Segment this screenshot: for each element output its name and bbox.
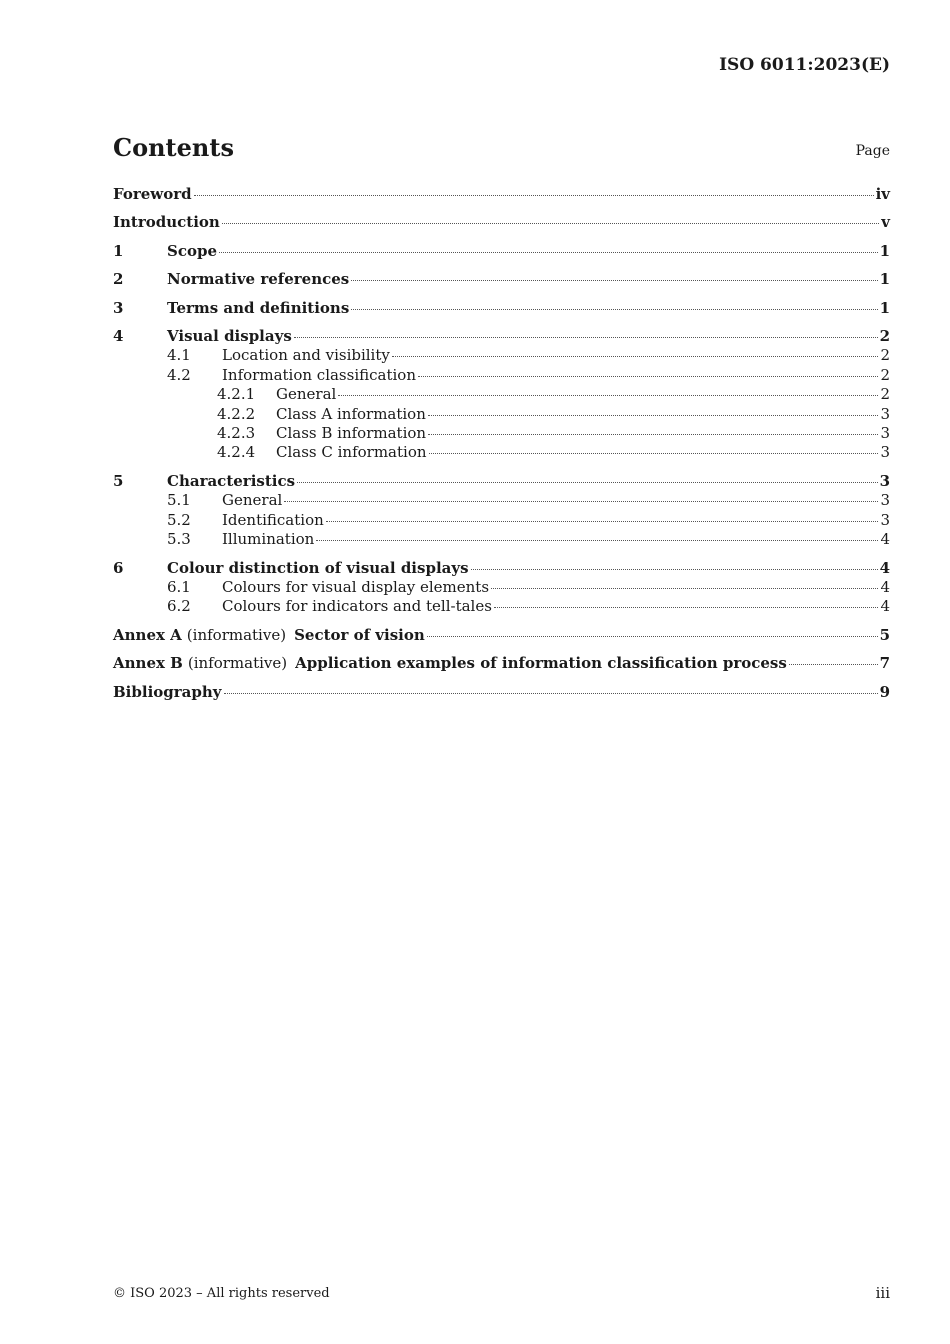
toc-entry-number: 4.1 <box>167 346 191 365</box>
toc-entry-page: 1 <box>879 298 890 317</box>
toc-entry-title: Normative references <box>167 270 350 289</box>
table-of-contents <box>113 185 890 702</box>
toc-entry[interactable] <box>113 327 890 346</box>
toc-leader-dots <box>316 540 878 541</box>
toc-leader-dots <box>294 337 878 338</box>
toc-entry-number: 5.2 <box>167 510 191 529</box>
toc-leader-dots <box>428 434 878 435</box>
toc-leader-dots <box>491 588 878 589</box>
toc-entry-title: General <box>276 385 337 404</box>
toc-leader-dots <box>494 607 879 608</box>
toc-leader-dots <box>351 309 877 310</box>
toc-entry[interactable] <box>113 270 890 289</box>
toc-entry-number: 2 <box>113 270 124 289</box>
toc-entry-page: 3 <box>880 404 890 423</box>
toc-entry[interactable] <box>113 578 890 597</box>
toc-entry[interactable] <box>113 346 890 365</box>
toc-leader-dots <box>429 453 879 454</box>
toc-entry-number: 4 <box>113 327 124 346</box>
contents-heading: Contents <box>113 133 234 162</box>
toc-entry[interactable] <box>113 472 890 491</box>
toc-entry-page: 4 <box>880 577 890 596</box>
toc-entry-page: 3 <box>879 471 890 490</box>
toc-entry-title: Class C information <box>276 443 427 462</box>
toc-entry-title: Scope <box>167 241 218 260</box>
toc-entry-page: 3 <box>880 424 890 443</box>
toc-entry[interactable] <box>113 491 890 510</box>
toc-entry-page: 9 <box>879 682 890 701</box>
toc-entry-title: Illumination <box>222 530 315 549</box>
toc-entry-page: 1 <box>879 241 890 260</box>
page-column-label: Page <box>855 143 890 159</box>
toc-entry-title: Visual displays <box>167 327 292 346</box>
toc-entry[interactable] <box>113 626 890 645</box>
toc-entry-title: Colours for indicators and tell-tales <box>222 597 492 616</box>
toc-leader-dots <box>428 415 879 416</box>
toc-leader-dots <box>789 664 878 665</box>
toc-leader-dots <box>219 252 878 253</box>
toc-entry-page: 5 <box>879 625 890 644</box>
toc-entry-title: Class A information <box>276 404 426 423</box>
toc-entry[interactable] <box>113 424 890 443</box>
toc-leader-dots <box>326 521 879 522</box>
toc-leader-dots <box>224 693 878 694</box>
toc-entry-title: Terms and definitions <box>167 298 350 317</box>
toc-entry-title: Bibliography <box>113 682 222 701</box>
toc-entry-number: 4.2.2 <box>217 404 256 423</box>
toc-entry[interactable] <box>113 683 890 702</box>
toc-leader-dots <box>194 195 874 196</box>
toc-entry-page: 4 <box>879 558 890 577</box>
toc-entry-title: Colour distinction of visual displays <box>167 558 469 577</box>
toc-entry-number: 5 <box>113 471 124 490</box>
toc-entry-number: 6 <box>113 558 124 577</box>
toc-leader-dots <box>284 501 878 502</box>
toc-entry-page: 2 <box>880 346 890 365</box>
toc-entry-page: 2 <box>880 365 890 384</box>
toc-entry[interactable] <box>113 405 890 424</box>
toc-entry-title: Foreword <box>113 185 192 203</box>
toc-entry-number: 3 <box>113 298 124 317</box>
toc-leader-dots <box>222 223 879 224</box>
toc-entry[interactable] <box>113 185 890 204</box>
toc-entry-title: Colours for visual display elements <box>222 577 490 596</box>
toc-leader-dots <box>427 636 878 637</box>
toc-annex-label: Annex A <box>113 625 182 644</box>
toc-entry-page: iv <box>875 185 890 203</box>
toc-entry-number: 4.2.1 <box>217 385 256 404</box>
toc-entry-page: 4 <box>880 530 890 549</box>
toc-entry-number: 4.2.3 <box>217 424 256 443</box>
toc-entry[interactable] <box>113 559 890 578</box>
toc-entry-page: 1 <box>879 270 890 289</box>
toc-entry-page: 2 <box>879 327 890 346</box>
toc-entry[interactable] <box>113 443 890 462</box>
toc-entry-title: General <box>222 491 283 510</box>
copyright-notice: © ISO 2023 – All rights reserved <box>113 1286 330 1301</box>
toc-entry[interactable] <box>113 366 890 385</box>
toc-entry-number: 6.2 <box>167 597 191 616</box>
toc-leader-dots <box>338 395 878 396</box>
toc-entry[interactable] <box>113 385 890 404</box>
toc-entry-number: 4.2 <box>167 365 191 384</box>
toc-leader-dots <box>418 376 878 377</box>
toc-entry[interactable] <box>113 654 890 673</box>
toc-entry[interactable] <box>113 242 890 261</box>
toc-entry[interactable] <box>113 299 890 318</box>
toc-entry-number: 5.1 <box>167 491 191 510</box>
document-id: ISO 6011:2023(E) <box>719 55 890 75</box>
toc-entry-title: Introduction <box>113 213 220 232</box>
toc-entry-number: 4.2.4 <box>217 443 256 462</box>
toc-entry-title: Application examples of information classification process <box>295 654 787 673</box>
toc-annex-type: (informative) <box>187 654 288 673</box>
toc-entry[interactable] <box>113 597 890 616</box>
page-number: iii <box>875 1284 890 1302</box>
toc-leader-dots <box>297 482 878 483</box>
toc-entry-title: Sector of vision <box>294 625 425 644</box>
toc-entry[interactable] <box>113 213 890 232</box>
toc-entry-number: 1 <box>113 241 124 260</box>
toc-entry-page: 3 <box>880 491 890 510</box>
toc-entry-number: 5.3 <box>167 530 191 549</box>
toc-entry[interactable] <box>113 511 890 530</box>
toc-leader-dots <box>351 280 877 281</box>
toc-entry-title: Characteristics <box>167 471 296 490</box>
toc-entry-page: 3 <box>880 510 890 529</box>
toc-leader-dots <box>471 569 878 570</box>
toc-entry-page: v <box>881 213 890 232</box>
toc-entry-title: Information classification <box>222 365 416 384</box>
toc-annex-type: (informative) <box>186 625 287 644</box>
toc-entry-page: 2 <box>880 385 890 404</box>
toc-entry-title: Identification <box>222 510 324 529</box>
toc-entry-title: Location and visibility <box>222 346 390 365</box>
toc-entry-number: 6.1 <box>167 577 191 596</box>
toc-entry[interactable] <box>113 530 890 549</box>
toc-entry-title: Class B information <box>276 424 427 443</box>
toc-entry-page: 7 <box>879 654 890 673</box>
toc-entry-page: 3 <box>880 443 890 462</box>
toc-annex-label: Annex B <box>113 654 183 673</box>
toc-entry-page: 4 <box>880 597 890 616</box>
toc-leader-dots <box>392 356 879 357</box>
